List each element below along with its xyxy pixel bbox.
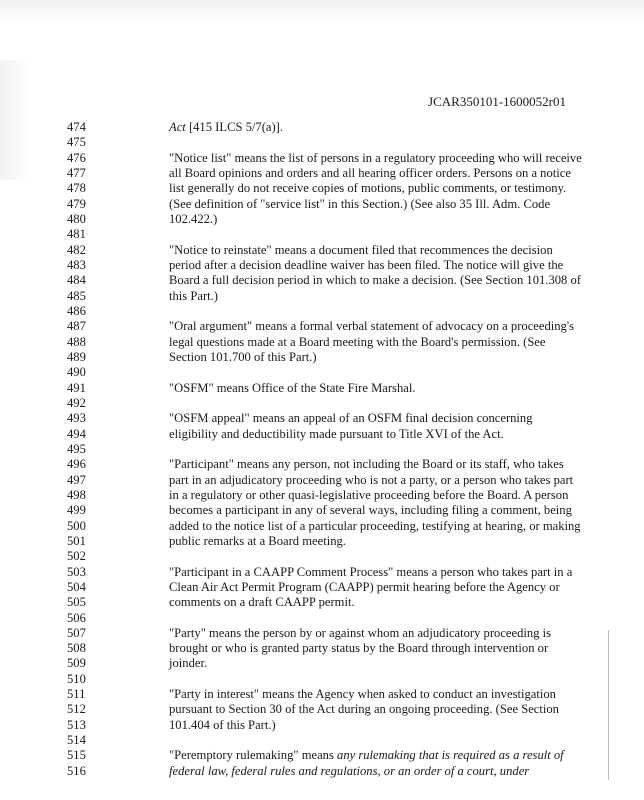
text-segment: added to the notice list of a particular proceeding, testifying at hearing, or making [169, 518, 581, 533]
line-number: 487 [67, 319, 86, 334]
line-text [169, 335, 546, 350]
document-line [0, 534, 644, 549]
line-number: 480 [67, 211, 86, 226]
line-number: 496 [67, 457, 86, 472]
line-text [169, 764, 529, 779]
document-line [0, 473, 644, 488]
text-segment: Board a full decision period in which to make a decision. (See Section 101.308 of [169, 273, 581, 288]
text-segment: "Notice list" means the list of persons in a regulatory proceeding who will receive [169, 150, 582, 165]
line-number: 481 [67, 227, 86, 242]
line-number: 505 [67, 595, 86, 610]
line-number: 474 [67, 120, 86, 134]
document-line [0, 626, 644, 641]
line-number: 486 [67, 303, 86, 318]
text-segment: 102.422.) [169, 211, 218, 226]
line-number: 502 [67, 549, 86, 564]
text-segment: (See definition of "service list" in this Section.) (See also 35 Ill. Adm. Code [169, 196, 551, 211]
line-number: 482 [67, 242, 86, 257]
line-number: 489 [67, 349, 86, 364]
line-text [169, 381, 416, 396]
line-number: 490 [67, 365, 86, 380]
line-text [169, 243, 553, 258]
line-text [169, 565, 572, 580]
line-text [169, 641, 548, 656]
line-number: 498 [67, 487, 86, 502]
line-number: 484 [67, 273, 86, 288]
line-text [169, 488, 568, 503]
document-line [0, 197, 644, 212]
line-number: 511 [67, 687, 86, 702]
line-text [169, 519, 581, 534]
line-text [169, 656, 207, 671]
document-line [0, 519, 644, 534]
document-line [0, 488, 644, 503]
document-line [0, 549, 644, 564]
text-segment: "OSFM appeal" means an appeal of an OSFM final decision concerning [169, 411, 533, 426]
text-segment: joinder. [169, 656, 208, 671]
text-segment: list generally do not receive copies of motions, public comments, or testimony. [169, 181, 567, 196]
document-line [0, 273, 644, 288]
line-text [169, 718, 276, 733]
document-line [0, 641, 644, 656]
line-number: 515 [67, 748, 86, 763]
line-number: 509 [67, 656, 86, 671]
line-number: 516 [67, 763, 86, 778]
document-line [0, 656, 644, 671]
line-text [169, 212, 217, 227]
text-segment: "Party in interest" means the Agency when asked to conduct an investigation [169, 687, 556, 702]
document-line [0, 166, 644, 181]
line-text [169, 595, 355, 610]
line-number: 513 [67, 717, 86, 732]
line-number: 491 [67, 380, 86, 395]
document-line [0, 335, 644, 350]
text-segment: "OSFM" means Office of the State Fire Marshal. [169, 380, 416, 395]
line-text [169, 258, 563, 273]
document-line [0, 181, 644, 196]
line-text [169, 748, 564, 763]
line-text [169, 319, 574, 334]
text-segment: legal questions made at a Board meeting with the Board's permission. (See [169, 334, 546, 349]
text-segment: [415 ILCS 5/7(a)]. [185, 120, 284, 134]
text-segment: eligibility and deductibility made pursuant to Title XVI of the Act. [169, 426, 504, 441]
line-text [169, 580, 560, 595]
document-id-header: JCAR350101-1600052r01 [428, 94, 566, 109]
document-line [0, 381, 644, 396]
line-text [169, 120, 283, 135]
text-segment: "Oral argument" means a formal verbal statement of advocacy on a proceeding's [169, 319, 575, 334]
text-segment: public remarks at a Board meeting. [169, 533, 346, 548]
line-number: 477 [67, 165, 86, 180]
line-number: 493 [67, 411, 86, 426]
document-line [0, 733, 644, 748]
document-line [0, 611, 644, 626]
text-segment: pursuant to Section 30 of the Act during an ongoing proceeding. (See Section [169, 702, 559, 717]
line-number: 514 [67, 733, 86, 748]
text-segment: brought or who is granted party status by the Board through intervention or [169, 641, 549, 656]
line-number: 495 [67, 441, 86, 456]
line-text [169, 457, 564, 472]
document-line [0, 457, 644, 472]
text-segment: 101.404 of this Part.) [169, 717, 276, 732]
text-segment: Clean Air Act Permit Program (CAAPP) permit hearing before the Agency or [169, 579, 560, 594]
document-line [0, 120, 644, 135]
scan-shadow [0, 0, 644, 20]
text-segment: all Board opinions and orders and all hearing officer orders. Persons on a notice [169, 165, 571, 180]
line-text [169, 427, 504, 442]
text-segment: part in an adjudicatory proceeding who is not a party, or a person who takes part [169, 472, 574, 487]
line-number: 483 [67, 257, 86, 272]
numbered-lines [0, 120, 644, 779]
document-line [0, 365, 644, 380]
document-line [0, 595, 644, 610]
italic-text: Act [169, 120, 186, 134]
document-line [0, 718, 644, 733]
text-segment: in a regulatory or other quasi-legislative proceeding before the Board. A person [169, 487, 569, 502]
line-number: 475 [67, 135, 86, 150]
text-segment: Section 101.700 of this Part.) [169, 349, 317, 364]
line-number: 499 [67, 503, 86, 518]
line-number: 507 [67, 625, 86, 640]
line-text [169, 626, 551, 641]
text-segment: "Peremptory rulemaking" means [169, 748, 338, 763]
line-text [169, 151, 582, 166]
line-text [169, 687, 556, 702]
line-number: 494 [67, 426, 86, 441]
document-line [0, 565, 644, 580]
document-line [0, 135, 644, 150]
line-text [169, 273, 581, 288]
text-segment: "Participant in a CAAPP Comment Process" means a person who takes part in a [169, 564, 573, 579]
text-segment: this Part.) [169, 288, 218, 303]
line-number: 476 [67, 150, 86, 165]
line-text [169, 411, 533, 426]
line-text [169, 197, 550, 212]
italic-text: any rulemaking that is required as a result of [337, 748, 564, 763]
text-segment: "Party" means the person by or against whom an adjudicatory proceeding is [169, 625, 552, 640]
document-line [0, 243, 644, 258]
line-number: 501 [67, 533, 86, 548]
document-line [0, 258, 644, 273]
line-number: 485 [67, 288, 86, 303]
document-line [0, 304, 644, 319]
document-line [0, 764, 644, 779]
document-line [0, 227, 644, 242]
line-text [169, 503, 572, 518]
document-line [0, 442, 644, 457]
line-number: 479 [67, 196, 86, 211]
document-line [0, 702, 644, 717]
line-number: 492 [67, 395, 86, 410]
text-segment: period after a decision deadline waiver has been filed. The notice will give the [169, 257, 564, 272]
line-text [169, 473, 573, 488]
line-number: 503 [67, 564, 86, 579]
line-number: 510 [67, 671, 86, 686]
document-line [0, 319, 644, 334]
document-line [0, 748, 644, 763]
line-number: 512 [67, 702, 86, 717]
document-line [0, 687, 644, 702]
line-text [169, 289, 218, 304]
line-number: 508 [67, 641, 86, 656]
document-line [0, 580, 644, 595]
document-line [0, 427, 644, 442]
document-line [0, 411, 644, 426]
line-number: 500 [67, 518, 86, 533]
document-line [0, 151, 644, 166]
line-text [169, 534, 346, 549]
document-line [0, 212, 644, 227]
text-segment: comments on a draft CAAPP permit. [169, 595, 355, 610]
document-line [0, 672, 644, 687]
line-text [169, 702, 559, 717]
line-number: 488 [67, 334, 86, 349]
line-number: 478 [67, 181, 86, 196]
margin-line [608, 630, 609, 780]
line-number: 506 [67, 610, 86, 625]
italic-text: federal law, federal rules and regulations, or an order of a court, under [169, 763, 530, 778]
line-text [169, 166, 571, 181]
document-line [0, 396, 644, 411]
text-segment: "Participant" means any person, not including the Board or its staff, who takes [169, 457, 564, 472]
line-number: 504 [67, 579, 86, 594]
document-line [0, 350, 644, 365]
document-line [0, 503, 644, 518]
line-text [169, 350, 317, 365]
text-segment: becomes a participant in any of several ways, including filing a comment, being [169, 503, 572, 518]
document-line [0, 289, 644, 304]
line-text [169, 181, 566, 196]
text-segment: "Notice to reinstate" means a document filed that recommences the decision [169, 242, 553, 257]
line-number: 497 [67, 472, 86, 487]
